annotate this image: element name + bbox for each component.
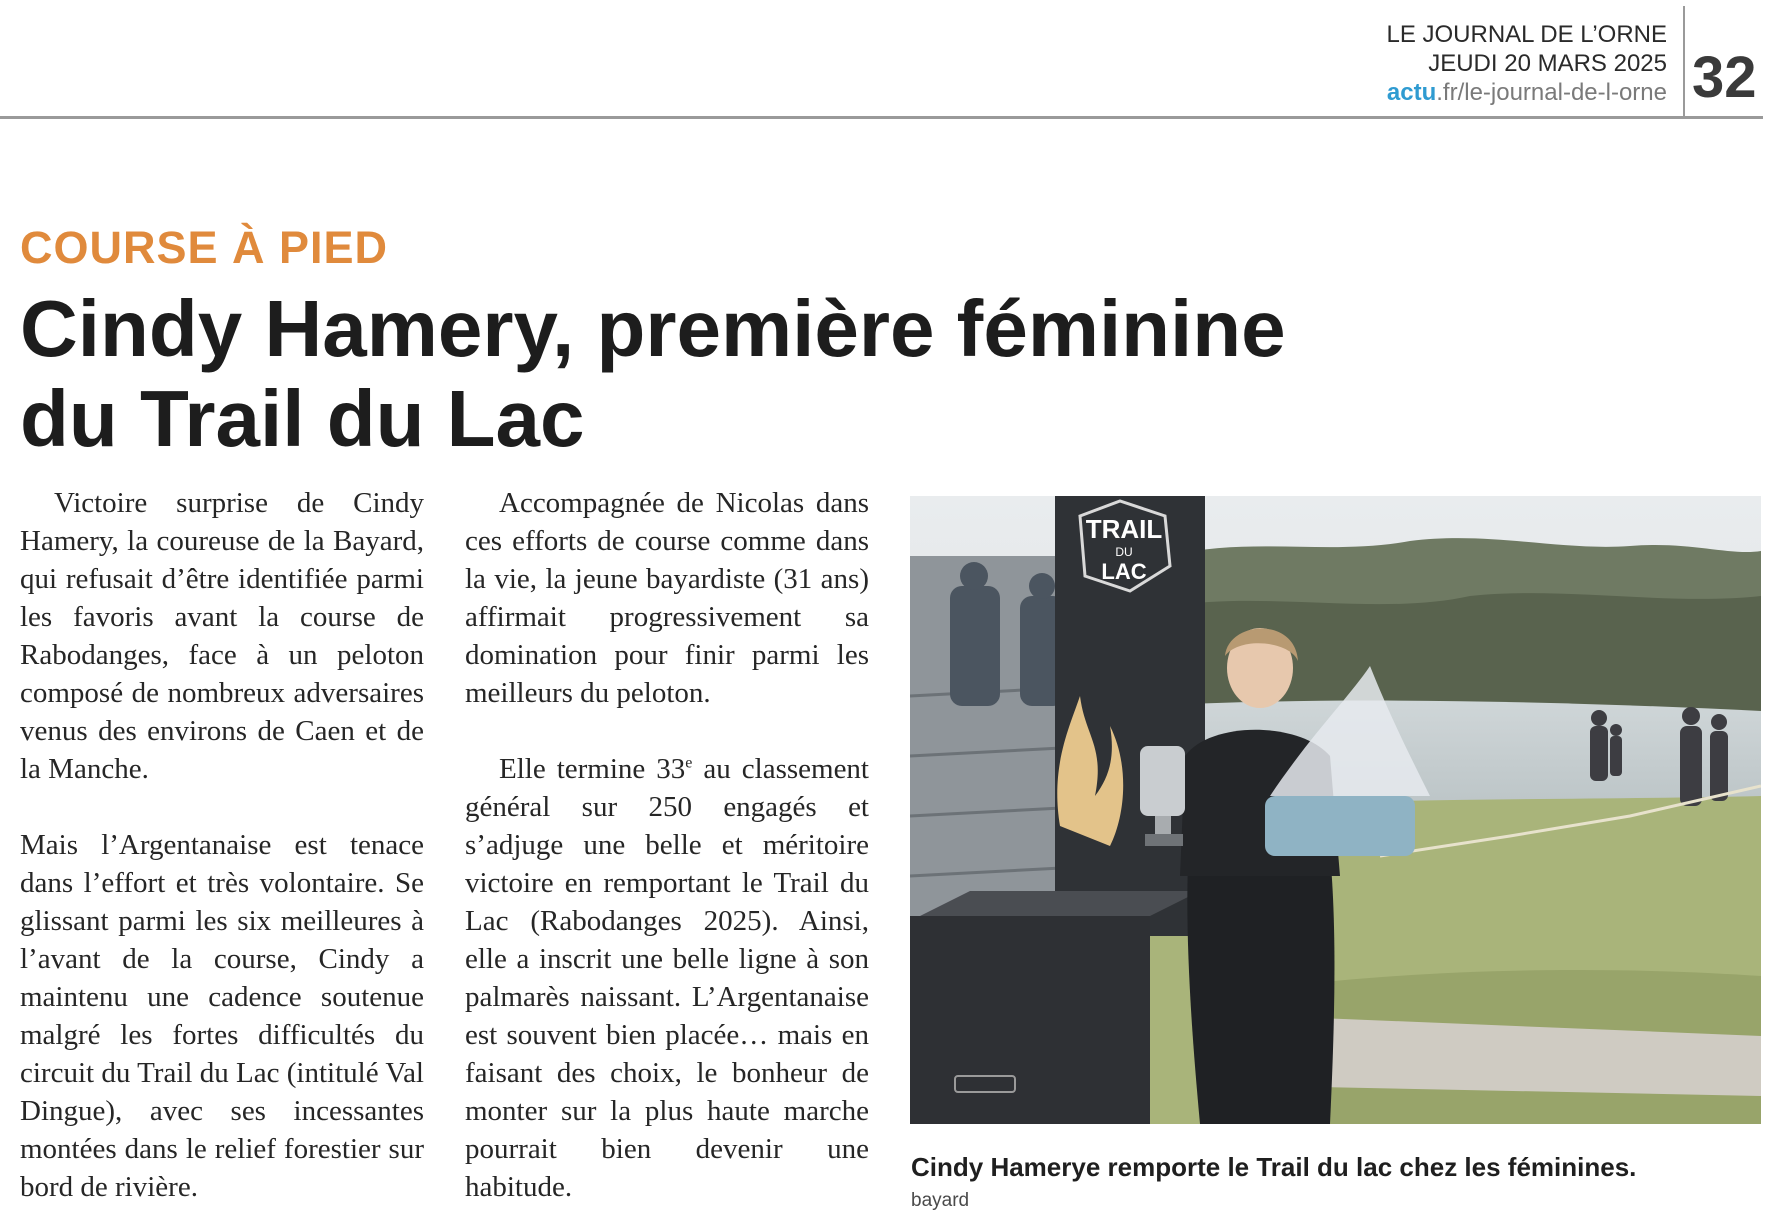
sign-text-lac: LAC <box>1101 559 1147 584</box>
photo-credit: bayard <box>911 1190 970 1211</box>
issue-date: JEUDI 20 MARS 2025 <box>1428 50 1667 77</box>
photo-illustration <box>910 496 1761 1124</box>
paragraph: Elle termine 33e au classement général sur 250 engagés et s’adjuge une belle et méritoire victoire en remportant le Trail du Lac (Rabodanges 2025). Ainsi, elle a inscrit une belle ligne à son palmarès naissant. L’Argentanaise est souvent bien placée… mais en faisant des choix, le bonheur de monter sur la plus haute marche pourrait bien devenir une habitude. <box>465 753 869 1203</box>
page-number-divider <box>1683 6 1685 116</box>
section-rubric: COURSE À PIED <box>20 222 389 273</box>
headline-line-2: du Trail du Lac <box>20 374 585 463</box>
article-headline <box>20 284 1520 464</box>
paragraph: Mais l’Argentanaise est tenace dans l’effort et très volontaire. Se glissant parmi les six meilleures à l’avant de la course, Cindy a maintenu une cadence soutenue malgré les fortes difficultés du circuit du Trail du Lac (intitulé Val Dingue), avec ses incessantes montées dans le relief forestier sur bord de rivière. <box>20 829 424 1203</box>
sign-text-trail: TRAIL <box>1085 514 1163 544</box>
article-column-1 <box>20 484 424 1206</box>
journal-url[interactable] <box>1386 78 1667 107</box>
gift-basket <box>1265 796 1415 856</box>
article-column-2 <box>465 484 869 1206</box>
headline-line-1: Cindy Hamery, première féminine <box>20 284 1286 373</box>
journal-name: LE JOURNAL DE L’ORNE <box>1386 21 1667 48</box>
trophy-cup <box>1140 746 1185 816</box>
url-path: .fr/le-journal-de-l-orne <box>1436 79 1667 106</box>
header-rule <box>0 116 1763 119</box>
page-number: 32 <box>1692 45 1757 110</box>
sign-text-du: DU <box>1115 545 1133 559</box>
paragraph: Accompagnée de Nicolas dans ces efforts de course comme dans la vie, la jeune bayardiste (31 ans) affirmait progressivement sa domination pour finir parmi les meilleurs du peloton. <box>465 487 869 709</box>
photo-caption: Cindy Hamerye remporte le Trail du lac chez les féminines. <box>911 1152 1637 1182</box>
podium-box <box>910 916 1150 1124</box>
paragraph: Victoire surprise de Cindy Hamery, la coureuse de la Bayard, qui refusait d’être identifiée parmi les favoris avant la course de Rabodanges, face à un peloton composé de nombreux adversaires venus des environs de Caen et de la Manche. <box>20 487 424 785</box>
url-brand: actu <box>1386 79 1437 106</box>
article-photo <box>910 496 1761 1124</box>
masthead <box>1386 20 1667 107</box>
